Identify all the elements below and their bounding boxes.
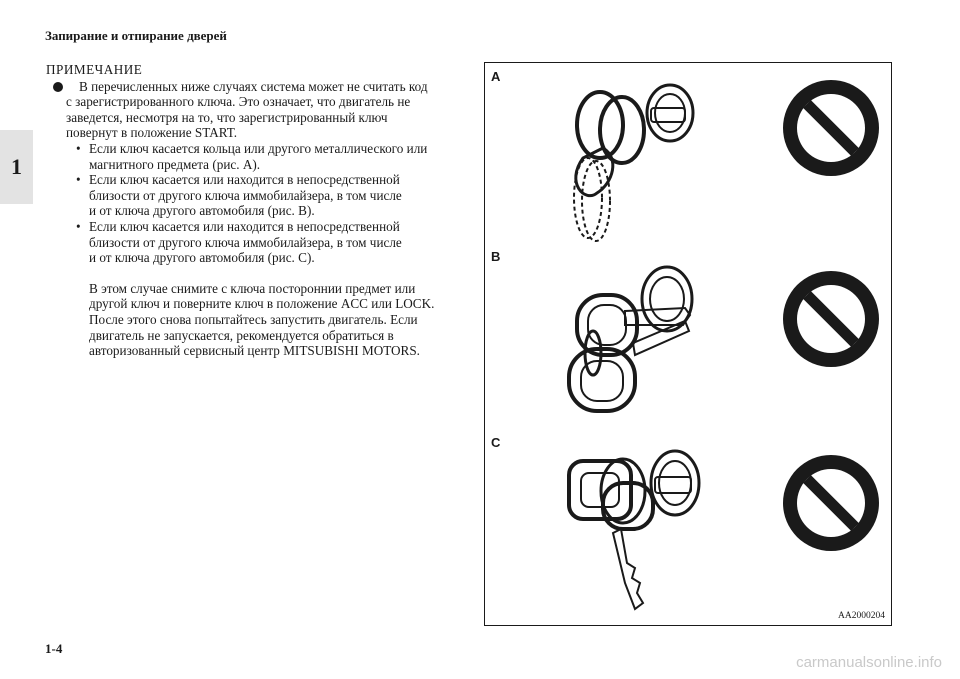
subitem-line: Если ключ касается кольца или другого металлического или: [89, 140, 428, 156]
figure-label-b: B: [491, 249, 501, 264]
subitem-line: и от ключа другого автомобиля (рис. C).: [89, 250, 315, 266]
chapter-tab: [0, 130, 33, 204]
subitem-line: Если ключ касается или находится в непосредственной: [89, 218, 400, 234]
bullet-dot-icon: [53, 82, 63, 92]
paragraph-line: После этого снова попытайтесь запустить двигатель. Если: [89, 311, 418, 327]
sub-bullet-mark: •: [76, 140, 81, 156]
note-paragraph: [46, 281, 456, 359]
note-bullet: [46, 79, 456, 141]
note-subitem-a: [46, 141, 456, 172]
prohibition-icon-c: [783, 455, 879, 551]
paragraph-line: В этом случае снимите с ключа постороннии предмет или: [89, 280, 416, 296]
sub-bullet-mark: •: [76, 218, 81, 234]
key-illustration-figure: [484, 62, 892, 626]
panel-c-drawing: [569, 451, 699, 609]
subitem-line: Если ключ касается или находится в непосредственной: [89, 172, 400, 188]
figure-code: AA2000204: [838, 611, 885, 621]
note-bullet-line: с зарегистрированного ключа. Это означает, что двигатель не: [66, 94, 411, 110]
note-bullet-line: повернут в положение START.: [66, 125, 238, 141]
note-section: [46, 62, 456, 359]
sub-bullet-mark: •: [76, 172, 81, 188]
page-number: 1-4: [45, 641, 63, 656]
note-title: ПРИМЕЧАНИЕ: [46, 62, 143, 77]
note-subitem-c: [46, 219, 456, 266]
chapter-number: 1: [11, 154, 22, 179]
figure-drawing: [485, 63, 891, 625]
subitem-line: близости от другого ключа иммобилайзера, в том числе: [89, 234, 402, 250]
note-bullet-line: В перечисленных ниже случаях система может не считать код: [79, 78, 428, 94]
note-subitem-b: [46, 172, 456, 219]
panel-b-drawing: [569, 267, 692, 411]
paragraph-line: другой ключ и поверните ключ в положение ACC или LOCK.: [89, 296, 435, 312]
panel-a-drawing: [574, 85, 693, 241]
subitem-line: магнитного предмета (рис. A).: [89, 156, 261, 172]
prohibition-icon-b: [783, 271, 879, 367]
figure-label-a: A: [491, 69, 501, 84]
paragraph-line: двигатель не запускается, рекомендуется обратиться в: [89, 327, 394, 343]
watermark: carmanualsonline.info: [796, 654, 942, 671]
paragraph-line: авторизованный сервисный центр MITSUBISHI MOTORS.: [89, 343, 420, 359]
page-header-title: Запирание и отпирание дверей: [45, 28, 227, 43]
note-bullet-line: заведется, несмотря на то, что зарегистрированный ключ: [66, 109, 388, 125]
prohibition-icon-a: [783, 80, 879, 176]
figure-label-c: C: [491, 435, 501, 450]
subitem-line: и от ключа другого автомобиля (рис. B).: [89, 203, 315, 219]
subitem-line: близости от другого ключа иммобилайзера, в том числе: [89, 187, 402, 203]
